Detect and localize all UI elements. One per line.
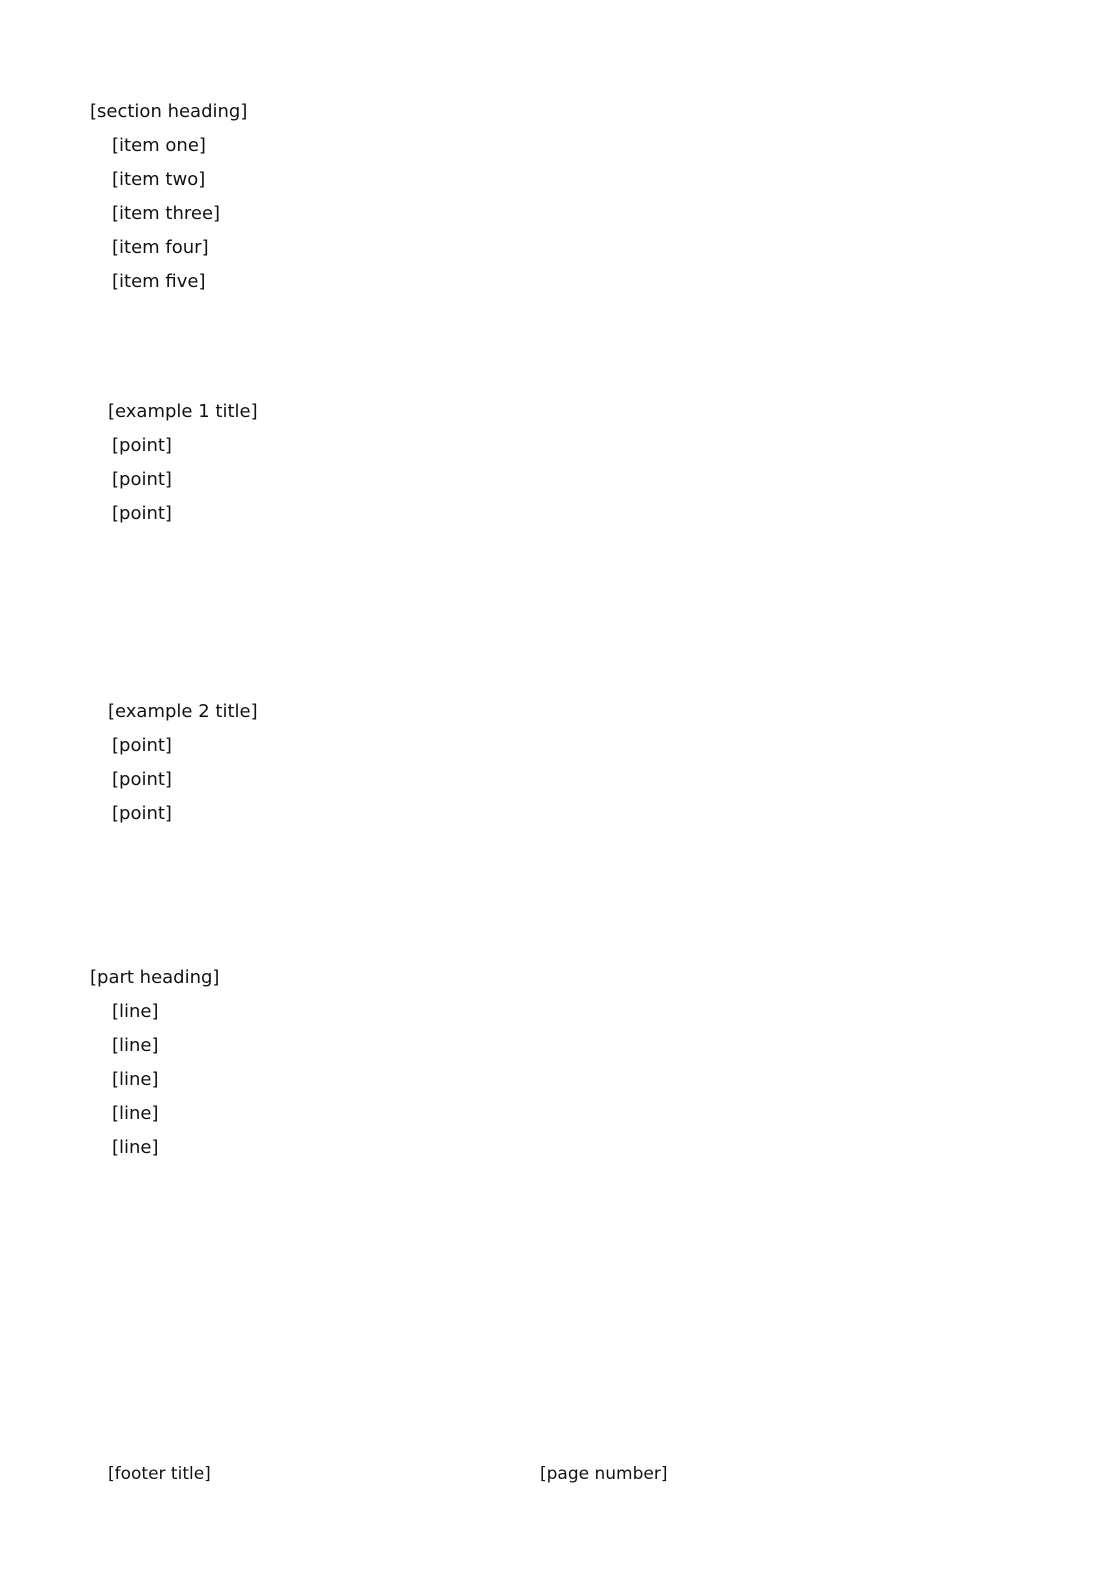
part-three-line: [line] — [112, 1103, 159, 1124]
example-2-title: [example 2 title] — [108, 701, 258, 722]
part-three-line: [line] — [112, 1137, 159, 1158]
part-three-heading: [part heading] — [90, 967, 220, 988]
section-item: [item two] — [112, 169, 206, 190]
section-item: [item three] — [112, 203, 221, 224]
part-three-line: [line] — [112, 1001, 159, 1022]
section-item: [item four] — [112, 237, 209, 258]
example-1-point: [point] — [112, 503, 172, 524]
section-heading: [section heading] — [90, 101, 248, 122]
example-2-point: [point] — [112, 769, 172, 790]
example-1-title: [example 1 title] — [108, 401, 258, 422]
example-2-point: [point] — [112, 803, 172, 824]
section-item: [item five] — [112, 271, 206, 292]
example-1-point: [point] — [112, 435, 172, 456]
part-three-line: [line] — [112, 1035, 159, 1056]
part-three-line: [line] — [112, 1069, 159, 1090]
section-item: [item one] — [112, 135, 206, 156]
example-2-point: [point] — [112, 735, 172, 756]
footer-page-number: [page number] — [540, 1464, 668, 1484]
example-1-point: [point] — [112, 469, 172, 490]
footer-title: [footer title] — [108, 1464, 211, 1484]
